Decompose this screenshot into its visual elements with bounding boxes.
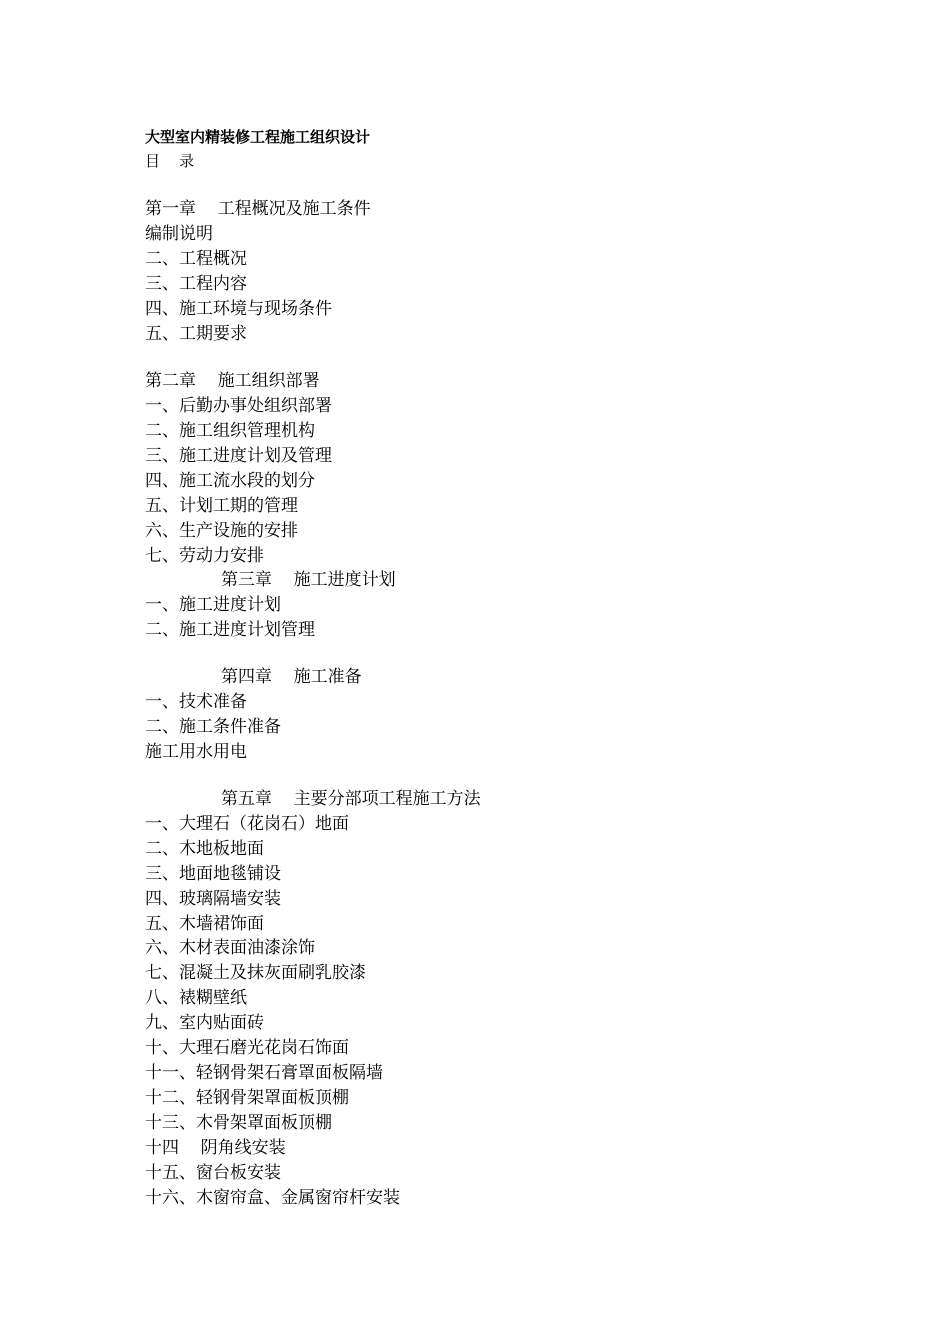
toc-item: 十二、轻钢骨架罩面板顶棚 (145, 1088, 349, 1108)
toc-item: 六、木材表面油漆涂饰 (145, 938, 315, 958)
toc-heading: 目 录 (145, 152, 195, 170)
toc-item: 九、室内贴面砖 (145, 1013, 264, 1033)
toc-item: 八、裱糊壁纸 (145, 988, 247, 1008)
toc-item: 十四 阴角线安装 (145, 1138, 286, 1158)
toc-item: 二、施工组织管理机构 (145, 421, 315, 441)
document-title: 大型室内精装修工程施工组织设计 (145, 128, 371, 146)
toc-item: 三、施工进度计划及管理 (145, 446, 332, 466)
chapter-heading: 第二章 施工组织部署 (145, 371, 320, 391)
toc-item: 一、施工进度计划 (145, 595, 281, 615)
toc-item: 一、后勤办事处组织部署 (145, 396, 332, 416)
chapter-heading: 第一章 工程概况及施工条件 (145, 199, 371, 219)
toc-item: 施工用水用电 (145, 742, 247, 762)
toc-item: 一、大理石（花岗石）地面 (145, 814, 349, 834)
toc-item: 十五、窗台板安装 (145, 1163, 281, 1183)
toc-item: 十、大理石磨光花岗石饰面 (145, 1038, 349, 1058)
toc-item: 四、施工流水段的划分 (145, 471, 315, 491)
toc-item: 四、施工环境与现场条件 (145, 299, 332, 319)
toc-item: 一、技术准备 (145, 692, 247, 712)
chapter-heading: 第五章 主要分部项工程施工方法 (221, 789, 481, 809)
toc-item: 五、计划工期的管理 (145, 496, 298, 516)
toc-item: 二、施工进度计划管理 (145, 620, 315, 640)
toc-item: 十一、轻钢骨架石膏罩面板隔墙 (145, 1063, 383, 1083)
chapter-heading: 第四章 施工准备 (221, 667, 362, 687)
toc-item: 二、施工条件准备 (145, 717, 281, 737)
toc-item: 编制说明 (145, 224, 213, 244)
toc-item: 七、混凝土及抹灰面刷乳胶漆 (145, 963, 366, 983)
toc-item: 五、工期要求 (145, 324, 247, 344)
toc-item: 二、木地板地面 (145, 839, 264, 859)
toc-item: 十三、木骨架罩面板顶棚 (145, 1113, 332, 1133)
toc-item: 十六、木窗帘盒、金属窗帘杆安装 (145, 1188, 400, 1208)
toc-item: 四、玻璃隔墙安装 (145, 889, 281, 909)
toc-item: 七、劳动力安排 (145, 546, 264, 566)
toc-item: 五、木墙裙饰面 (145, 914, 264, 934)
chapter-heading: 第三章 施工进度计划 (221, 570, 396, 590)
toc-item: 三、工程内容 (145, 274, 247, 294)
toc-item: 六、生产设施的安排 (145, 521, 298, 541)
toc-item: 三、地面地毯铺设 (145, 864, 281, 884)
toc-item: 二、工程概况 (145, 249, 247, 269)
